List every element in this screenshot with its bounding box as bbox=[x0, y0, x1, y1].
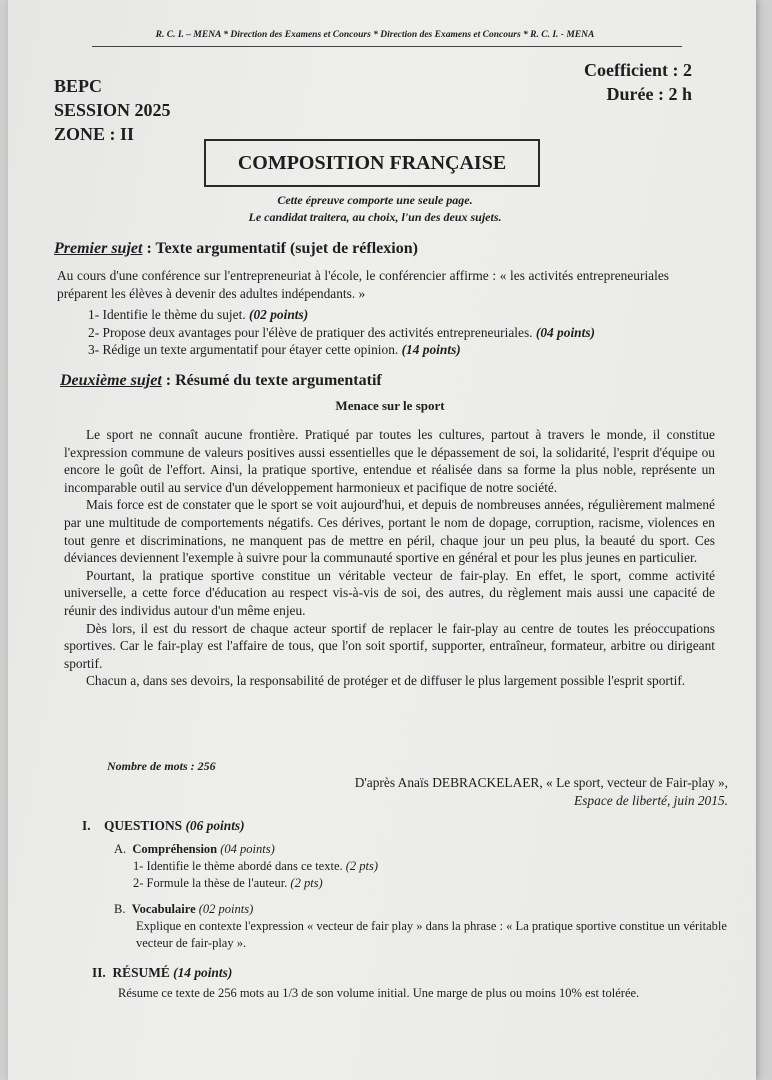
comprehension-item: 1- Identifie le thème abordé dans ce texte. (2 pts) bbox=[133, 859, 379, 873]
exam-zone: ZONE : II bbox=[54, 124, 135, 144]
subject1-title: : Texte argumentatif (sujet de réflexion) bbox=[142, 240, 418, 257]
exam-session: SESSION 2025 bbox=[54, 100, 171, 120]
text-source bbox=[355, 774, 728, 809]
passage-paragraph: Chacun a, dans ses devoirs, la responsabilité de protéger et de diffuser le plus largement possible l'esprit sportif. bbox=[86, 673, 686, 689]
comprehension-item: 2- Formule la thèse de l'auteur. (2 pts) bbox=[133, 876, 323, 890]
subject2-label: Deuxième sujet bbox=[60, 372, 162, 389]
summary-heading: II. RÉSUMÉ (14 points) bbox=[92, 965, 233, 980]
subject2-heading bbox=[60, 372, 382, 390]
vocabulary-section: B. Vocabulaire (02 points) Explique en contexte l'expression « vecteur de fair play » dans la phrase : « La pratique sportive constitue un véritable vecteur de fair-play ». bbox=[114, 901, 734, 952]
coefficient: Coefficient : 2 bbox=[584, 60, 692, 80]
instruction-line-1: Cette épreuve comporte une seule page. bbox=[277, 193, 473, 207]
passage bbox=[64, 426, 715, 690]
duration: Durée : 2 h bbox=[606, 84, 692, 104]
source-line-2: Espace de liberté, juin 2015. bbox=[574, 792, 728, 808]
questions-heading: I. QUESTIONS (06 points) bbox=[82, 818, 245, 833]
instruction-line-2: Le candidat traitera, au choix, l'un des deux sujets. bbox=[248, 210, 502, 224]
subject1-items bbox=[88, 306, 595, 359]
word-count: Nombre de mots : 256 bbox=[107, 759, 216, 773]
exam-meta bbox=[584, 58, 692, 106]
page-title: COMPOSITION FRANÇAISE bbox=[204, 139, 540, 187]
subject1-item: 2- Propose deux avantages pour l'élève de pratiquer des activités entrepreneuriales. (04 points) bbox=[88, 324, 596, 340]
passage-paragraph: Pourtant, la pratique sportive constitue un véritable vecteur de fair-play. En effet, le sport, comme activité universelle, a cette force d'éducation au respect vis-à-vis de soi, des autres, du règlement mais aussi une capacité de réunir des individus autour d'un même enjeu. bbox=[64, 567, 715, 618]
text-title: Menace sur le sport bbox=[335, 398, 445, 413]
instructions bbox=[200, 192, 550, 226]
subject1-prompt bbox=[57, 267, 669, 302]
header-top-line: R. C. I. – MENA * Direction des Examens et Concours * Direction des Examens et Concours * R. C. I. - MENA bbox=[155, 30, 595, 40]
passage-paragraph: Dès lors, il est du ressort de chaque acteur sportif de replacer le fair-play au centre de toutes les préoccupations sportives. Car le fair-play est l'affaire de tous, que l'on soit sportif, supporter, entraîneur, formateur, arbitre ou dirigeant sportif. bbox=[64, 620, 715, 671]
passage-paragraph: Mais force est de constater que le sport se voit aujourd'hui, et depuis de nombreuses années, régulièrement malmené par une multitude de comportements négatifs. Ces dérives, portant le nom de dopage, corruption, racisme, violences en tout genre et discriminations, ne manquent pas de mettre en péril, chaque jour un peu plus, la beauté du sport. Ces déviances deviennent l'exemple à suivre pour la communauté sportive en général et pour les plus jeunes en particulier. bbox=[64, 497, 715, 566]
subject1-item: 3- Rédige un texte argumentatif pour étayer cette opinion. (14 points) bbox=[88, 342, 461, 358]
subject1-heading bbox=[54, 240, 418, 258]
vocabulary-question: Explique en contexte l'expression « vecteur de fair play » dans la phrase : « La pratique sportive constitue un véritable vecteur de fair-play ». bbox=[136, 919, 727, 950]
source-line-1: D'après Anaïs DEBRACKELAER, « Le sport, vecteur de Fair-play », bbox=[354, 775, 728, 790]
vocabulary-title: Vocabulaire bbox=[131, 902, 196, 916]
exam-info bbox=[54, 74, 171, 146]
exam-name: BEPC bbox=[54, 76, 103, 96]
subject1-label: Premier sujet bbox=[54, 240, 143, 257]
passage-paragraph: Le sport ne connaît aucune frontière. Pratiqué par toutes les cultures, partout à travers le monde, il constitue l'expression commune de valeurs positives aussi essentielles que le dépassement de soi, la solidarité, l'esprit d'équipe ou encore le goût de l'effort. Ainsi, la pratique sportive, entendue et réalisée dans sa forme la plus noble, représente un incomparable outil au service d'un développement harmonieux et pacifique de notre société. bbox=[64, 427, 715, 495]
subject2-title: : Résumé du texte argumentatif bbox=[161, 372, 382, 389]
comprehension-section: A. Compréhension (04 points) 1- Identifie le thème abordé dans ce texte. (2 pts) 2- Formule la thèse de l'auteur. (2 pts) bbox=[114, 842, 379, 890]
subject1-prompt-text: Au cours d'une conférence sur l'entrepreneuriat à l'école, le conférencier affirme : « les activités entrepreneuriales préparent les élèves à devenir des adultes indépendants. » bbox=[57, 268, 669, 301]
subject1-item: 1- Identifie le thème du sujet. (02 points) bbox=[88, 307, 309, 322]
summary-instruction: Résume ce texte de 256 mots au 1/3 de son volume initial. Une marge de plus ou moins 10% est tolérée. bbox=[118, 986, 640, 1000]
comprehension-title: Compréhension bbox=[132, 842, 218, 856]
header-rule bbox=[92, 46, 682, 47]
